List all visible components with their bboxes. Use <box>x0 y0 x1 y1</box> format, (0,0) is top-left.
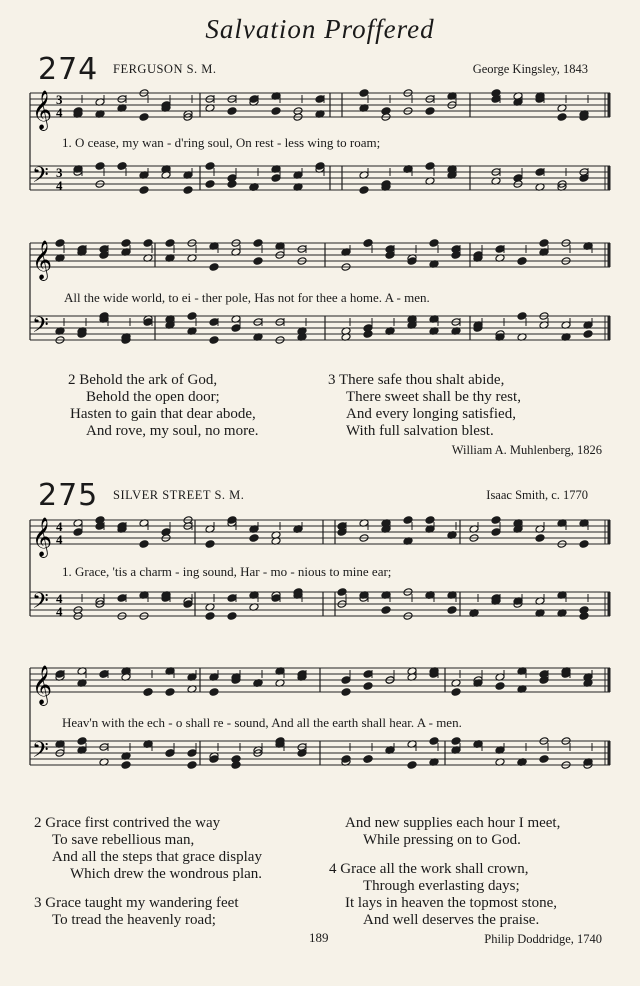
treble-clef-icon: 𝄞 <box>32 242 53 279</box>
note-head <box>337 588 347 597</box>
time-signature: 4 <box>56 532 63 547</box>
note-head <box>557 113 567 122</box>
verse-block <box>68 372 258 440</box>
bass-clef-icon: 𝄢 <box>32 589 49 618</box>
verse-line: And all the steps that grace display <box>52 849 262 865</box>
note-head <box>205 180 215 189</box>
note-head <box>539 755 549 764</box>
note-head <box>227 107 237 116</box>
note-head <box>403 516 413 525</box>
verse-line: There sweet shall be thy rest, <box>346 389 521 405</box>
note-head <box>341 688 351 697</box>
verse-line: With full salvation blest. <box>346 423 494 439</box>
time-signature: 4 <box>56 178 63 193</box>
lyric-line: 1. Grace, 'tis a charm - ing sound, Har - mo - nious to mine ear; <box>62 564 392 579</box>
note-head <box>205 162 215 171</box>
note-head <box>139 540 149 549</box>
verse-line: 4 Grace all the work shall crown, <box>329 861 529 877</box>
note-head <box>341 676 351 685</box>
note-head <box>271 174 281 183</box>
note-head <box>165 688 175 697</box>
note-head <box>359 186 369 195</box>
note-head <box>209 336 219 345</box>
note-head <box>253 257 263 266</box>
treble-clef-icon: 𝄞 <box>32 667 53 704</box>
time-signature: 3 <box>56 92 63 107</box>
time-signature: 4 <box>56 591 63 606</box>
note-head <box>161 528 171 537</box>
author-credit: William A. Muhlenberg, 1826 <box>451 443 602 457</box>
note-head <box>143 239 153 248</box>
verse-line: Which drew the wondrous plan. <box>70 866 263 882</box>
verse-line: It lays in heaven the topmost stone, <box>345 895 558 911</box>
note-head <box>539 670 549 679</box>
note-head <box>227 180 237 189</box>
bass-clef-icon: 𝄢 <box>32 738 49 767</box>
verse-line: And well deserves the praise. <box>363 912 540 928</box>
note-head <box>143 688 153 697</box>
note-head <box>227 612 237 621</box>
time-signature: 3 <box>56 165 63 180</box>
lyric-line: All the wide world, to ei - ther pole, Has not for thee a home. A - men. <box>64 290 430 305</box>
note-head <box>117 162 127 171</box>
note-head <box>209 263 219 272</box>
note-head <box>363 755 373 764</box>
note-head <box>491 89 501 98</box>
note-head <box>363 670 373 679</box>
note-head <box>139 186 149 195</box>
composer-credit: George Kingsley, 1843 <box>472 62 588 76</box>
note-head <box>183 186 193 195</box>
note-head <box>187 312 197 321</box>
verse-line: 3 Grace taught my wandering feet <box>34 895 239 911</box>
note-head <box>139 113 149 122</box>
note-head <box>491 528 501 537</box>
verse-block <box>329 815 561 929</box>
note-head <box>73 528 83 537</box>
note-head <box>381 606 391 615</box>
verse-line: 3 There safe thou shalt abide, <box>328 372 505 388</box>
lyric-line: 1. O cease, my wan - d'ring soul, On rest - less wing to roam; <box>62 135 381 150</box>
note-head <box>363 324 373 333</box>
note-head <box>535 168 545 177</box>
note-head <box>425 107 435 116</box>
hymn-number: 274 <box>38 52 99 87</box>
note-head <box>517 312 527 321</box>
note-head <box>381 107 391 116</box>
time-signature: 4 <box>56 604 63 619</box>
time-signature: 4 <box>56 519 63 534</box>
verse-line: To save rebellious man, <box>52 832 195 848</box>
note-head <box>117 594 127 603</box>
note-head <box>451 737 461 746</box>
note-head <box>407 257 417 266</box>
note-head <box>231 761 241 770</box>
tune-name: SILVER STREET S. M. <box>113 488 245 502</box>
treble-clef-icon: 𝄞 <box>32 519 53 556</box>
bass-clef-icon: 𝄢 <box>32 313 49 342</box>
note-head <box>341 755 351 764</box>
note-head <box>407 761 417 770</box>
note-head <box>231 324 241 333</box>
note-head <box>495 245 505 254</box>
note-head <box>227 594 237 603</box>
note-head <box>535 534 545 543</box>
verse-line: 2 Grace first contrived the way <box>34 815 221 831</box>
note-head <box>579 606 589 615</box>
lyric-line: Heav'n with the ech - o shall re - sound, And all the earth shall hear. A - men. <box>62 715 462 730</box>
verse-block <box>328 372 521 440</box>
note-head <box>253 239 263 248</box>
note-head <box>451 245 461 254</box>
note-head <box>77 737 87 746</box>
note-head <box>517 257 527 266</box>
note-head <box>99 251 109 260</box>
author-credit: Philip Doddridge, 1740 <box>484 932 602 946</box>
note-head <box>271 107 281 116</box>
note-head <box>121 761 131 770</box>
verse-line: And every longing satisfied, <box>346 406 516 422</box>
verse-line: 2 Behold the ark of God, <box>68 372 218 388</box>
note-head <box>249 534 259 543</box>
verse-block <box>34 815 262 929</box>
note-head <box>385 251 395 260</box>
note-head <box>363 682 373 691</box>
verse-line: Through everlasting days; <box>363 878 520 894</box>
note-head <box>209 688 219 697</box>
note-head <box>429 239 439 248</box>
verse-line: And rove, my soul, no more. <box>86 423 259 439</box>
note-head <box>205 540 215 549</box>
note-head <box>271 594 281 603</box>
page-number: 189 <box>309 930 329 945</box>
note-head <box>315 95 325 104</box>
note-head <box>205 612 215 621</box>
tune-name: FERGUSON S. M. <box>113 62 217 76</box>
note-head <box>95 516 105 525</box>
note-head <box>187 761 197 770</box>
note-head <box>583 330 593 339</box>
note-head <box>539 239 549 248</box>
page-title: Salvation Proffered <box>205 14 435 44</box>
note-head <box>495 682 505 691</box>
note-head <box>451 688 461 697</box>
verse-line: And new supplies each hour I meet, <box>345 815 561 831</box>
note-head <box>359 89 369 98</box>
note-head <box>579 174 589 183</box>
note-head <box>447 606 457 615</box>
time-signature: 4 <box>56 105 63 120</box>
verse-line: Behold the open door; <box>86 389 220 405</box>
note-head <box>425 162 435 171</box>
hymn-number: 275 <box>38 478 99 513</box>
composer-credit: Isaac Smith, c. 1770 <box>486 488 588 502</box>
note-head <box>95 162 105 171</box>
note-head <box>165 749 175 758</box>
note-head <box>429 737 439 746</box>
note-head <box>187 749 197 758</box>
note-head <box>165 239 175 248</box>
verse-line: Hasten to gain that dear abode, <box>70 406 256 422</box>
note-head <box>121 239 131 248</box>
note-head <box>579 540 589 549</box>
treble-clef-icon: 𝄞 <box>32 92 53 129</box>
note-head <box>55 239 65 248</box>
verse-line: To tread the heavenly road; <box>52 912 216 928</box>
bass-clef-icon: 𝄢 <box>32 163 49 192</box>
note-head <box>337 522 347 531</box>
note-head <box>297 749 307 758</box>
note-head <box>249 95 259 104</box>
note-head <box>425 516 435 525</box>
verse-line: While pressing on to God. <box>363 832 521 848</box>
note-head <box>209 318 219 327</box>
note-head <box>491 516 501 525</box>
